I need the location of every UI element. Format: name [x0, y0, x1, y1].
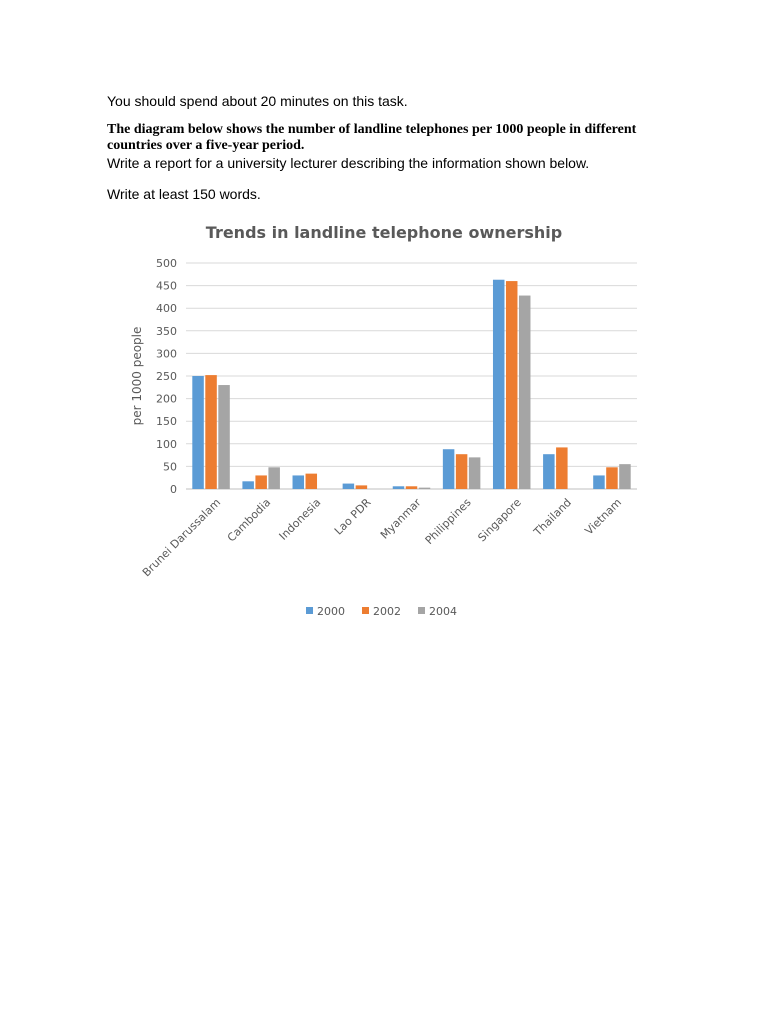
x-tick-label: Vietnam: [582, 495, 625, 538]
legend-label: 2004: [429, 605, 457, 618]
bar: [469, 457, 481, 489]
bar: [593, 475, 605, 489]
bar: [268, 467, 280, 489]
y-tick-label: 150: [156, 415, 177, 429]
y-tick-label: 0: [170, 483, 177, 496]
chart-title: Trends in landline telephone ownership: [205, 223, 563, 242]
bar-chart: [100, 210, 660, 630]
x-tick-label: Singapore: [475, 495, 524, 545]
task-instruction: Write a report for a university lecturer describing the information shown below.: [107, 155, 590, 171]
x-tick-label: Lao PDR: [331, 495, 374, 538]
bar: [519, 296, 531, 489]
bar: [293, 475, 305, 489]
y-tick-label: 450: [156, 279, 177, 293]
x-tick-label: Philippines: [422, 495, 474, 548]
legend-label: 2002: [373, 605, 401, 618]
bar: [506, 281, 518, 489]
bar: [192, 376, 204, 489]
bar: [606, 467, 618, 489]
bar: [556, 447, 568, 489]
y-tick-label: 300: [156, 347, 177, 361]
y-tick-label: 200: [156, 392, 177, 406]
bar: [543, 454, 555, 489]
bar: [343, 484, 355, 489]
bar: [356, 485, 368, 489]
bar: [406, 486, 418, 489]
bar: [419, 488, 431, 489]
bar: [619, 464, 631, 489]
bar: [205, 375, 217, 489]
bar: [242, 481, 254, 489]
legend-swatch: [362, 607, 369, 614]
word-count-instruction: Write at least 150 words.: [107, 186, 261, 202]
bar: [443, 449, 455, 489]
bar: [456, 454, 468, 489]
x-tick-label: Brunei Darussalam: [139, 495, 224, 580]
y-tick-label: 50: [163, 460, 177, 474]
bar: [306, 474, 318, 489]
bar: [255, 475, 267, 489]
x-tick-label: Indonesia: [276, 495, 324, 543]
y-tick-label: 100: [156, 437, 177, 451]
x-tick-label: Cambodia: [224, 495, 274, 545]
bar: [218, 385, 230, 489]
y-tick-label: 350: [156, 324, 177, 338]
bar: [493, 280, 505, 489]
legend-swatch: [306, 607, 313, 614]
y-tick-label: 250: [156, 370, 177, 383]
bar: [393, 486, 405, 489]
task-prompt: The diagram below shows the number of landline telephones per 1000 people in different countries over a five-year period.: [107, 122, 637, 153]
y-tick-label: 500: [156, 257, 177, 270]
legend-swatch: [418, 607, 425, 614]
x-tick-label: Thailand: [531, 495, 574, 539]
legend-label: 2000: [317, 605, 345, 618]
y-axis-label: per 1000 people: [130, 326, 144, 426]
time-instruction: You should spend about 20 minutes on this task.: [107, 93, 408, 109]
y-tick-label: 400: [156, 302, 177, 316]
x-tick-label: Myanmar: [377, 495, 424, 542]
